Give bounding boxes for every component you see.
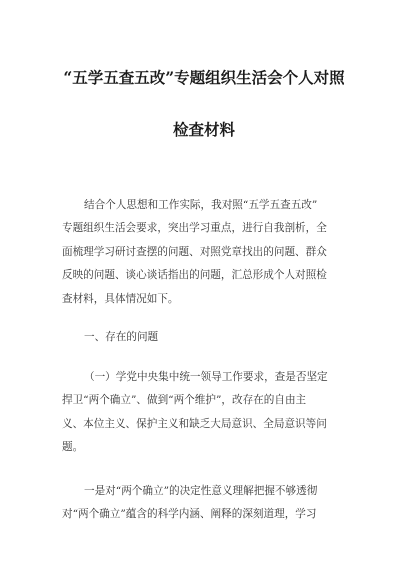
sub1-line-2: 捍卫“两个确立”、做到“两个维护”，改存在的自由主	[62, 394, 307, 407]
intro-paragraph	[62, 194, 352, 311]
document-title-line2: 检查材料	[172, 120, 235, 139]
document-title-line1: “五学五查五改”专题组织生活会个人对照	[63, 68, 345, 87]
point-1-paragraph	[62, 480, 352, 527]
intro-line-2: 专题组织生活会要求，突出学习重点，进行自我剖析，全	[62, 222, 327, 235]
sub1-line-1: （一）学党中央集中统一领导工作要求，查是否坚定	[84, 371, 328, 383]
sub1-line-3: 义、本位主义、保护主义和缺乏大局意识、全局意识等问	[62, 417, 327, 430]
point1-line-1: 一是对“两个确立”的决定性意义理解把握不够透彻	[84, 485, 318, 497]
intro-line-4: 反映的问题、谈心谈话指出的问题，汇总形成个人对照检	[62, 269, 327, 282]
intro-line-5: 查材料，具体情况如下。	[62, 292, 179, 305]
section-heading-block	[62, 326, 352, 349]
intro-line-3: 面梳理学习研讨查摆的问题、对照党章找出的问题、群众	[62, 245, 327, 258]
intro-line-1: 结合个人思想和工作实际，我对照“五学五查五改”	[84, 199, 318, 211]
section-heading: 一、存在的问题	[84, 331, 159, 343]
subsection-1-paragraph	[62, 366, 352, 460]
sub1-line-4: 题。	[62, 441, 84, 454]
point1-line-2: 对“两个确立”蕴含的科学内涵、阐释的深刻道理，学习	[62, 508, 317, 521]
